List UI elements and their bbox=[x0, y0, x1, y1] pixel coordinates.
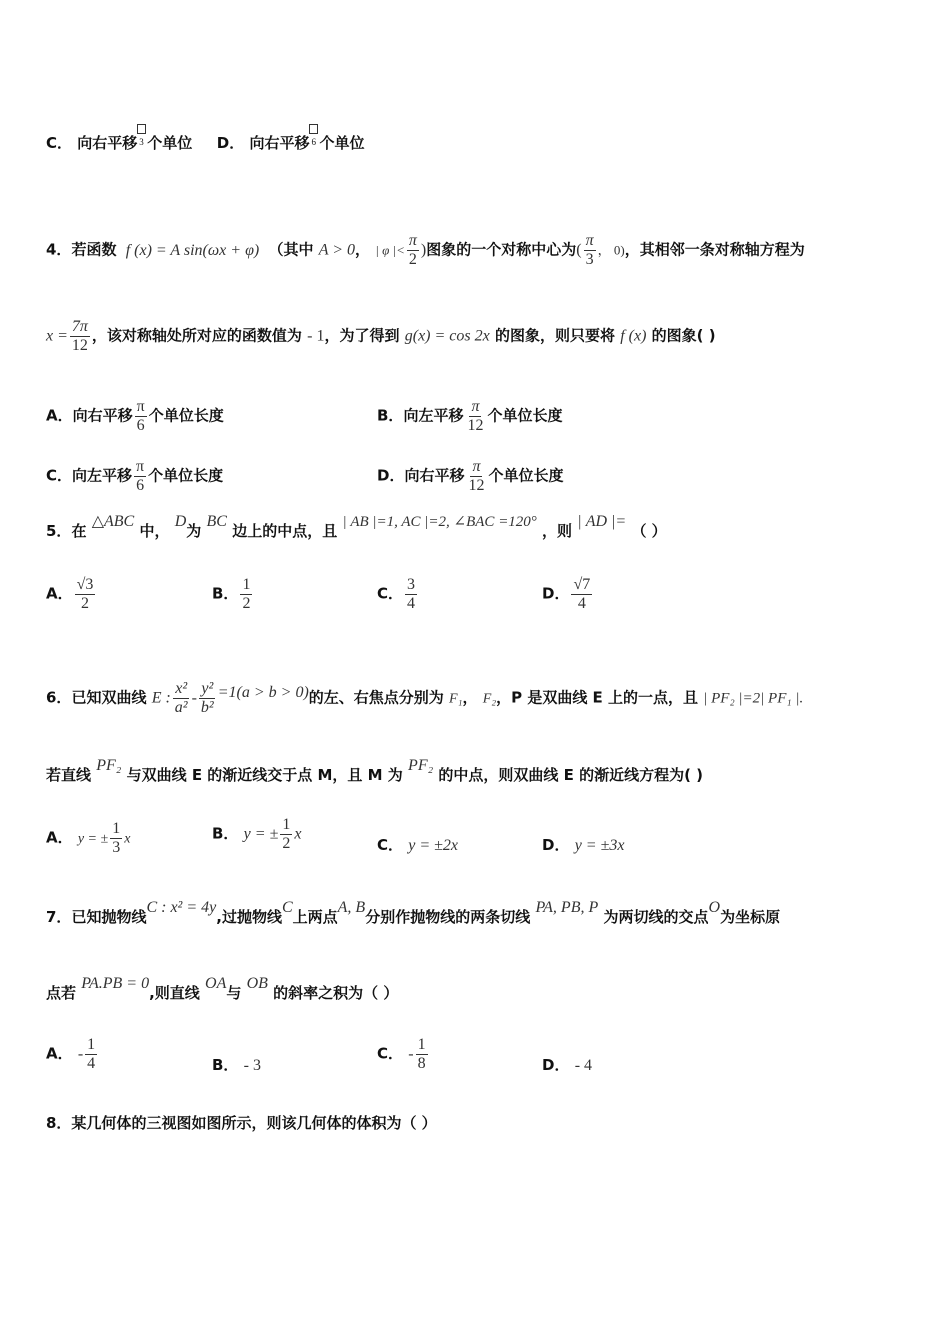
q4-text: 的图象( ) bbox=[651, 326, 716, 345]
option-frac bbox=[405, 576, 417, 612]
q7-text: ,则直线 bbox=[149, 984, 200, 1002]
option-math: x bbox=[124, 831, 131, 847]
q3-option-d-den: 6 bbox=[311, 137, 316, 147]
frac-den: 12 bbox=[468, 476, 485, 494]
q5-number: 5． bbox=[46, 522, 72, 540]
q6-text: 若直线 bbox=[46, 766, 92, 784]
q4-text: 的图象，则只要将 bbox=[494, 326, 615, 345]
q5-option-d[interactable] bbox=[542, 576, 594, 612]
option-math: - 3 bbox=[243, 1057, 261, 1074]
q3-option-c-text: 向右平移 bbox=[77, 134, 138, 152]
frac-num: √7 bbox=[573, 576, 591, 593]
q8-stem bbox=[46, 1116, 437, 1131]
q4-text: 若函数 bbox=[71, 240, 117, 259]
frac-num: π bbox=[585, 232, 594, 249]
q6-pf2: PF₂ bbox=[96, 757, 122, 774]
q5-option-b[interactable] bbox=[212, 576, 254, 612]
frac-den: 4 bbox=[407, 594, 416, 612]
frac-num: π bbox=[408, 232, 417, 249]
frac-num: π bbox=[471, 398, 480, 415]
option-math: - 4 bbox=[574, 1057, 593, 1074]
q7-text: 为两切线的交点 bbox=[603, 908, 709, 926]
q7-ob: OB bbox=[246, 975, 268, 992]
option-math: y = ±3x bbox=[574, 837, 625, 854]
option-label: D． bbox=[377, 466, 405, 485]
q6-f1: F₁ bbox=[449, 691, 463, 707]
q6-option-d[interactable] bbox=[542, 838, 624, 854]
q4-text: ，为了得到 bbox=[324, 326, 400, 345]
q6-f2: F₂ bbox=[482, 691, 497, 707]
q5-ad: | AD |= bbox=[577, 513, 627, 530]
q3-option-d-unit: 个单位 bbox=[319, 134, 365, 152]
option-math: y = ±2x bbox=[408, 837, 459, 854]
q5-point-d: D bbox=[174, 513, 187, 530]
option-text: 向左平移 bbox=[403, 406, 464, 425]
q4-center-open: ( bbox=[576, 241, 582, 259]
option-text: 向右平移 bbox=[404, 466, 465, 485]
option-text: 向右平移 bbox=[72, 406, 133, 425]
q7-number: 7． bbox=[46, 908, 72, 926]
frac-num: √3 bbox=[76, 576, 94, 593]
option-label: A． bbox=[46, 406, 73, 425]
q7-option-a[interactable] bbox=[46, 1036, 99, 1072]
frac-den: 12 bbox=[71, 336, 88, 354]
option-label: B． bbox=[377, 406, 404, 425]
frac-num: π bbox=[136, 458, 145, 475]
q5-segment-bc: BC bbox=[206, 513, 227, 530]
q6-x2-over-a2 bbox=[173, 680, 190, 716]
q4-center-close: ， 0) bbox=[597, 242, 625, 258]
option-frac bbox=[466, 458, 486, 494]
q4-stem-line-2 bbox=[46, 318, 716, 354]
q6-stem-line-2 bbox=[46, 757, 704, 784]
frac-num: y² bbox=[201, 680, 214, 697]
frac-num: 1 bbox=[242, 576, 251, 593]
q5-text: 中， bbox=[139, 522, 170, 540]
frac-num: 3 bbox=[407, 576, 416, 593]
q7-text: 上两点 bbox=[292, 908, 338, 926]
frac-den: 3 bbox=[585, 250, 594, 268]
q7-stem-line-2 bbox=[46, 975, 399, 1002]
q4-axis-eq: x = bbox=[46, 327, 68, 345]
option-frac bbox=[416, 1036, 428, 1072]
option-label: C． bbox=[46, 466, 73, 485]
option-text: 个单位长度 bbox=[488, 466, 564, 485]
q5-text: 边上的中点，且 bbox=[232, 522, 338, 540]
option-frac bbox=[571, 576, 592, 612]
q7-origin: O bbox=[708, 899, 721, 916]
q6-pf2: PF₂ bbox=[408, 757, 434, 774]
q4-cond-close: ) bbox=[420, 241, 427, 259]
frac-num: 1 bbox=[87, 1036, 96, 1053]
q3-option-d-label: D． bbox=[216, 134, 245, 152]
q4-number: 4． bbox=[46, 240, 72, 259]
option-label: B． bbox=[212, 1056, 239, 1074]
q7-option-c[interactable] bbox=[377, 1036, 430, 1072]
frac-den: 8 bbox=[417, 1054, 426, 1072]
option-text: 个单位长度 bbox=[148, 466, 224, 485]
option-label: D． bbox=[542, 1056, 570, 1074]
q5-stem bbox=[46, 513, 667, 540]
q7-text: ,过抛物线 bbox=[216, 908, 282, 926]
q6-condition: =1(a > b > 0) bbox=[217, 683, 309, 701]
q6-text: 的左、右焦点分别为 bbox=[308, 688, 444, 707]
q3-option-d-text: 向右平移 bbox=[249, 134, 310, 152]
frac-num: π bbox=[136, 398, 145, 415]
q5-text: 为 bbox=[186, 522, 202, 540]
option-math: - bbox=[408, 1045, 414, 1063]
q7-stem-line-1 bbox=[46, 899, 781, 926]
q4-fx: f (x) bbox=[620, 327, 647, 345]
q6-y2-over-b2 bbox=[199, 680, 216, 716]
frac-den: 3 bbox=[112, 838, 121, 856]
frac-den: 6 bbox=[136, 416, 145, 434]
frac-den: 4 bbox=[87, 1054, 96, 1072]
q7-option-d[interactable] bbox=[542, 1058, 592, 1074]
q4-option-c[interactable] bbox=[46, 458, 223, 494]
q3-option-c-den: 3 bbox=[139, 137, 144, 147]
q4-option-d[interactable] bbox=[377, 458, 563, 494]
option-label: B． bbox=[212, 584, 239, 603]
q7-option-b[interactable] bbox=[212, 1058, 261, 1074]
q6-text: ，P 是双曲线 E 上的一点，且 bbox=[496, 688, 699, 707]
option-label: B． bbox=[212, 824, 239, 843]
frac-den: 12 bbox=[467, 416, 484, 434]
q4-text: （其中 bbox=[268, 240, 314, 259]
q6-stem-line-1 bbox=[46, 680, 803, 716]
option-label: C． bbox=[377, 584, 404, 603]
option-frac bbox=[134, 458, 146, 494]
option-frac bbox=[240, 576, 252, 612]
frac-den: 2 bbox=[282, 834, 291, 852]
option-label: C． bbox=[377, 836, 404, 854]
frac-den: 6 bbox=[136, 476, 145, 494]
frac-num: 1 bbox=[417, 1036, 426, 1053]
q7-tangents: PA, PB, P bbox=[535, 899, 599, 916]
q6-text: ， bbox=[462, 688, 478, 707]
q7-oa: OA bbox=[205, 975, 227, 992]
frac-num: 7π bbox=[71, 318, 88, 335]
option-math: x bbox=[294, 825, 302, 843]
frac-num: π bbox=[472, 458, 481, 475]
q7-points: A, B bbox=[337, 899, 366, 916]
q4-g-function: g(x) = cos 2x bbox=[404, 327, 490, 345]
q4-text: 图象的一个对称中心为 bbox=[426, 240, 577, 259]
q7-text: 与 bbox=[226, 984, 242, 1002]
q7-c: C bbox=[281, 899, 293, 916]
option-text: 个单位长度 bbox=[487, 406, 563, 425]
q6-text: 的中点，则双曲线 E 的渐近线方程为( ) bbox=[438, 766, 704, 784]
q6-number: 6． bbox=[46, 688, 72, 707]
frac-num: 1 bbox=[282, 816, 291, 833]
q7-text: 的斜率之积为（ ） bbox=[273, 984, 399, 1002]
q5-option-a[interactable] bbox=[46, 576, 97, 612]
q7-text: 已知抛物线 bbox=[71, 908, 147, 926]
q4-cond-phi: | φ |< bbox=[375, 242, 405, 258]
q7-text: 点若 bbox=[46, 984, 77, 1002]
q7-text: 为坐标原 bbox=[720, 908, 781, 926]
frac-den: 2 bbox=[81, 594, 89, 612]
option-label: A． bbox=[46, 828, 73, 847]
q5-text: ，则 bbox=[542, 522, 573, 540]
frac-num: x² bbox=[175, 680, 188, 697]
option-frac bbox=[135, 398, 147, 434]
frac-den: b² bbox=[200, 698, 214, 716]
option-frac bbox=[110, 820, 122, 856]
frac-den: 2 bbox=[242, 594, 251, 612]
q6-option-b[interactable] bbox=[212, 816, 301, 852]
q5-condition: | AB |=1, AC |=2, ∠BAC =120° bbox=[342, 514, 537, 530]
option-label: A． bbox=[46, 1044, 73, 1063]
q7-parabola: C : x² = 4y bbox=[146, 899, 217, 916]
frac-den: a² bbox=[174, 698, 188, 716]
q6-e: E : bbox=[151, 689, 171, 707]
q4-text: ，其相邻一条对称轴方程为 bbox=[624, 240, 805, 259]
q4-pi-over-2 bbox=[407, 232, 419, 268]
frac-num: 1 bbox=[112, 820, 121, 837]
option-frac bbox=[465, 398, 485, 434]
missing-glyph-icon bbox=[137, 124, 146, 134]
q3-option-c-unit: 个单位 bbox=[147, 134, 193, 152]
q5-text: （ ） bbox=[631, 522, 667, 540]
q4-stem-line-1 bbox=[46, 232, 805, 268]
q4-7pi-over-12 bbox=[70, 318, 90, 354]
option-math: - bbox=[77, 1045, 84, 1063]
q4-text: ， bbox=[355, 240, 371, 259]
q5-option-c[interactable] bbox=[377, 576, 419, 612]
q4-text: ，该对称轴处所对应的函数值为 bbox=[91, 326, 302, 345]
q5-text: 在 bbox=[71, 522, 87, 540]
q3-option-c-label: C． bbox=[46, 134, 73, 152]
option-label: A． bbox=[46, 584, 73, 603]
q7-text: 分别作抛物线的两条切线 bbox=[365, 908, 531, 926]
option-frac bbox=[280, 816, 292, 852]
q6-condition-pf: | PF₂ |=2| PF₁ |. bbox=[703, 690, 804, 707]
option-text: 向左平移 bbox=[72, 466, 133, 485]
q3-options-line bbox=[46, 136, 364, 151]
q4-pi-over-3 bbox=[584, 232, 596, 268]
q4-option-b[interactable] bbox=[377, 398, 562, 434]
q8-text: 8．某几何体的三视图如图所示，则该几何体的体积为（ ） bbox=[46, 1114, 437, 1132]
option-label: D． bbox=[542, 584, 570, 603]
q4-function: f (x) = A sin(ωx + φ) bbox=[125, 241, 260, 259]
missing-glyph-icon bbox=[309, 124, 318, 134]
q4-cond-a: A > 0 bbox=[318, 241, 356, 259]
option-frac bbox=[75, 576, 96, 612]
q7-dot-product: PA.PB = 0 bbox=[81, 975, 150, 992]
q4-value: - 1 bbox=[307, 327, 325, 345]
option-math: y = ± bbox=[243, 825, 279, 843]
q6-option-a[interactable] bbox=[46, 820, 130, 856]
option-label: D． bbox=[542, 836, 570, 854]
q4-option-a[interactable] bbox=[46, 398, 224, 434]
option-frac bbox=[85, 1036, 97, 1072]
frac-den: 2 bbox=[408, 250, 417, 268]
frac-den: 4 bbox=[577, 594, 586, 612]
option-math: y = ± bbox=[77, 831, 109, 847]
q6-minus: - bbox=[191, 689, 197, 707]
q6-text: 已知双曲线 bbox=[71, 688, 147, 707]
q6-text: 与双曲线 E 的渐近线交于点 M，且 M 为 bbox=[126, 766, 403, 784]
option-text: 个单位长度 bbox=[148, 406, 224, 425]
q6-option-c[interactable] bbox=[377, 838, 458, 854]
option-label: C． bbox=[377, 1044, 404, 1063]
q5-triangle: △ABC bbox=[91, 513, 135, 530]
